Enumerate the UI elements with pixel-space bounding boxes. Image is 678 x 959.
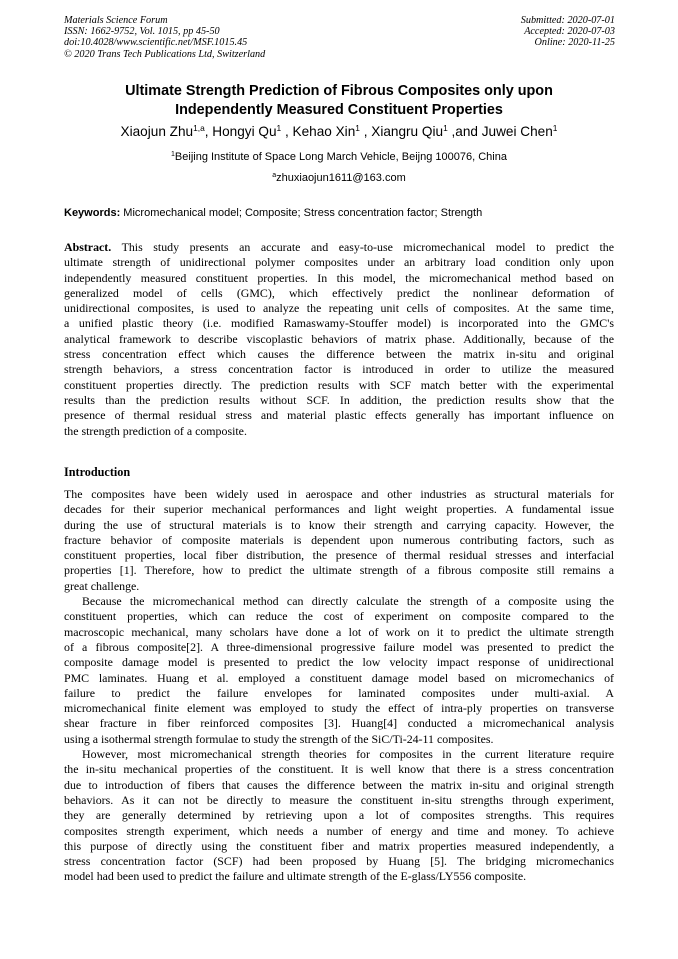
- body-line: However, most micromechanical strength theories for composites in the current literature require: [82, 747, 614, 762]
- abstract-line: generalized model of cells (GMC), which effectively predict the nonlinear deformation of: [64, 285, 614, 300]
- body-line: decades for their superior mechanical performances and light weight properties. A fundamental issue: [64, 502, 614, 517]
- abstract-line: unidirectional composites, is used to analyze the repeating unit cells of composites. At the same time,: [64, 301, 614, 316]
- keywords-label: Keywords:: [64, 207, 121, 219]
- author-affiliation-mark: 1,a: [193, 123, 205, 133]
- abstract-text: This study presents an accurate and easy-to-use micromechanical model to predict the: [111, 240, 614, 254]
- title-line: Ultimate Strength Prediction of Fibrous Composites only upon: [125, 83, 553, 99]
- author-affiliation-mark: 1: [443, 123, 448, 133]
- body-line: due to introduction of fibers that causes the difference between the matrix in-situ and original strength: [64, 777, 614, 792]
- body-line: behaviors. As it can not be directly to measure the constituent in-situ strengths through experiment,: [64, 792, 614, 807]
- submission-dates: [521, 15, 615, 49]
- submitted-date: Submitted: 2020-07-01: [520, 15, 615, 26]
- affiliation: [40, 150, 638, 164]
- body-line: Because the micromechanical method can directly calculate the strength of a composite using the: [82, 594, 614, 609]
- keywords: [64, 206, 615, 220]
- abstract-line: independently measured constituent properties. In this model, the micromechanical method based on: [64, 270, 614, 285]
- abstract-line: [64, 240, 614, 255]
- body-line: failure to predict the failure envelopes for laminated composites under multi-axial. A: [64, 685, 614, 700]
- abstract-line: the strength prediction of a composite.: [64, 423, 247, 438]
- author-name: ,and Juwei Chen: [447, 124, 553, 139]
- body-line: the in-situ mechanical properties of the constituent. It is well know that there is a stress concentration: [64, 762, 614, 777]
- author-affiliation-mark: 1: [355, 123, 360, 133]
- journal-copyright: © 2020 Trans Tech Publications Ltd, Switzerland: [64, 48, 266, 60]
- body-line: macroscopic mechanical, many scholars have done a lot of work on it to predict the ultimate strength: [64, 624, 614, 639]
- abstract-line: analytical framework to describe viscoplastic behaviors of matrix phase. Additionally, because of the: [64, 331, 614, 346]
- body-line: stress concentration factor (SCF) had been proposed by Huang [5]. The bridging micromechanics: [64, 854, 614, 869]
- body-line: model had been used to predict the failure and ultimate strength of the E-glass/LY556 composite.: [64, 869, 527, 884]
- body-line: composite damage model is presented to predict the low velocity impact response of unidirectional: [64, 655, 614, 670]
- body-line: during the use of structural materials is to know their strength and carrying capacity. However, the: [64, 517, 614, 532]
- keywords-text: Micromechanical model; Composite; Stress concentration factor; Strength: [120, 207, 483, 219]
- body-line: micromechanical finite element was employed to study the effect of intra-ply properties on transverse: [64, 701, 614, 716]
- email-mark: a: [272, 172, 277, 179]
- body-line: they are generally determined by retrieving upon a lot of composites strengths. This requires: [64, 808, 614, 823]
- abstract-line: results than the prediction results without SCF. In addition, the prediction results show that the: [64, 392, 614, 407]
- introduction-body: [64, 487, 614, 885]
- journal-name: Materials Science Forum: [64, 15, 168, 26]
- body-line: fracture behavior of composite materials is dependent upon numerous contributing factors, such as: [64, 532, 614, 547]
- email-text: zhuxiaojun1611@163.com: [276, 172, 406, 184]
- author-list: [30, 123, 648, 141]
- paper-title: [40, 82, 638, 120]
- body-line: using a isothermal strength formulae to study the strength of the SiC/Ti-24-11 composites.: [64, 731, 494, 746]
- abstract-line: ultimate strength of unidirectional polymer composites under an arbitrary load condition only upon: [64, 255, 614, 270]
- author-name: , Kehao Xin: [281, 124, 356, 139]
- body-line: properties [1]. Therefore, how to predict the ultimate strength of a fibrous composite still remains a: [64, 563, 614, 578]
- author-email: [40, 171, 638, 185]
- journal-info: [64, 15, 265, 60]
- online-date: Online: 2020-11-25: [534, 37, 615, 49]
- abstract-line: a unified plastic theory (i.e. modified Ramaswamy-Stouffer model) is incorporated into the GMC's: [64, 316, 614, 331]
- body-line: constituent properties, which can reduce the cost of experiment on composite compared to the: [64, 609, 614, 624]
- body-line: The composites have been widely used in aerospace and other industries as structural materials for: [64, 487, 614, 501]
- section-heading-introduction: Introduction: [64, 465, 131, 479]
- author-name: , Xiangru Qiu: [359, 124, 444, 139]
- body-line: of a fibrous composite[2]. A three-dimensional progressive failure model was presented to predict the: [64, 639, 614, 654]
- author-name: Xiaojun Zhu: [120, 124, 194, 139]
- abstract-line: constituent properties directly. The prediction results with SCF match better with the experimental: [64, 377, 614, 392]
- affiliation-mark: 1: [171, 151, 175, 158]
- abstract-line: presence of thermal residual stress and material plastic effects generally has important influence on: [64, 408, 614, 423]
- body-line: composites strength experiment, which needs a number of energy and time and money. To achieve: [64, 823, 614, 838]
- body-line: this purpose of directly using the constituent fiber and matrix properties measured independently, a: [64, 838, 614, 853]
- body-line: great challenge.: [64, 578, 140, 593]
- body-line: PMC laminates. Huang et al. employed a constituent damage model based on micromechanics of: [64, 670, 614, 685]
- abstract-line: strength behaviors, a stress concentration factor is introduced in order to utilize the measured: [64, 362, 614, 377]
- author-name: , Hongyi Qu: [204, 124, 277, 139]
- journal-issn: ISSN: 1662-9752, Vol. 1015, pp 45-50: [64, 26, 220, 38]
- body-line: constituent properties, local fiber distribution, the presence of thermal residual stresses and interfacial: [64, 548, 614, 563]
- accepted-date: Accepted: 2020-07-03: [524, 26, 615, 38]
- abstract: [64, 240, 614, 439]
- affiliation-text: Beijing Institute of Space Long March Vehicle, Beijng 100076, China: [174, 151, 507, 163]
- author-affiliation-mark: 1: [552, 123, 558, 133]
- abstract-label: Abstract.: [64, 240, 112, 254]
- title-line: Independently Measured Constituent Properties: [175, 102, 503, 118]
- author-affiliation-mark: 1: [276, 123, 282, 133]
- body-line: shear fracture in fiber reinforced composites [3]. Huang[4] conducted a micromechanical analysis: [64, 716, 614, 731]
- journal-doi: doi:10.4028/www.scientific.net/MSF.1015.45: [64, 37, 248, 49]
- abstract-line: stress concentration effect which causes the difference between the matrix in-situ and original: [64, 347, 614, 362]
